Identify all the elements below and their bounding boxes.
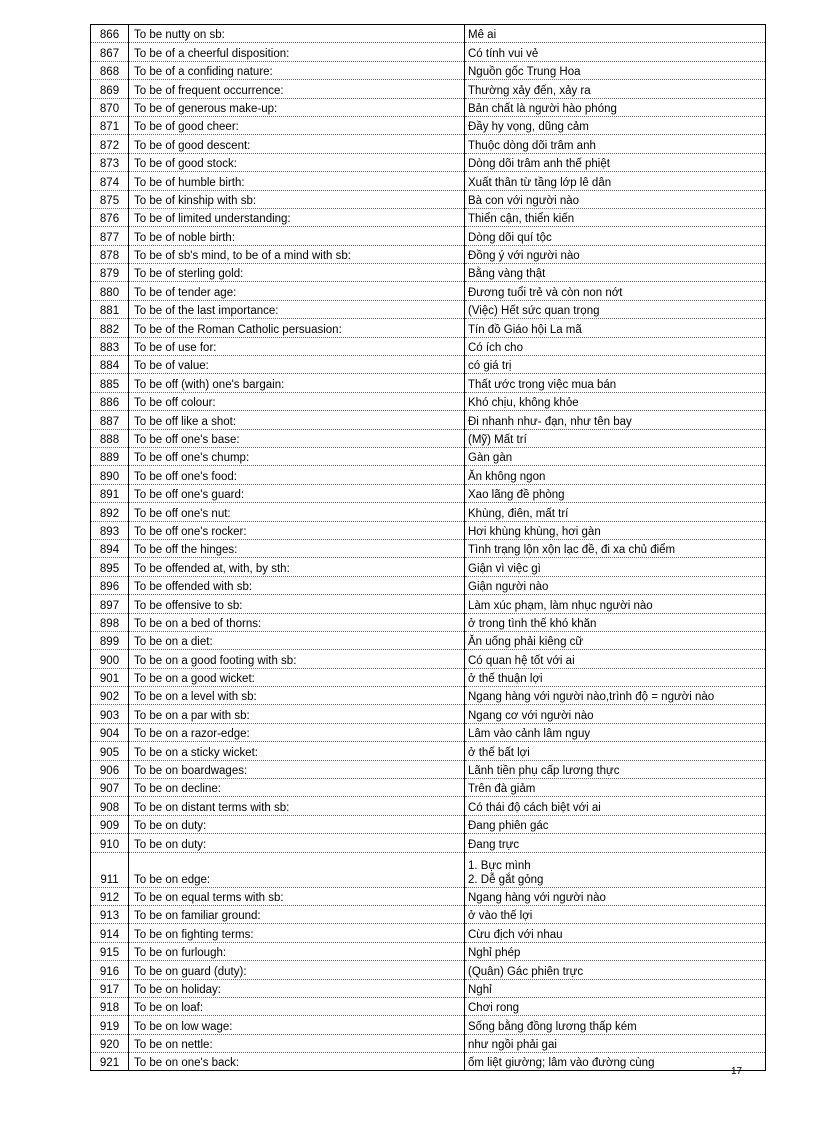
table-row — [91, 172, 766, 190]
entry-number: 899 — [91, 631, 129, 649]
vietnamese-meaning — [465, 356, 766, 374]
meaning-line: Nghỉ phép — [468, 947, 521, 960]
entry-number: 892 — [91, 503, 129, 521]
table-row — [91, 742, 766, 760]
vietnamese-meaning — [465, 650, 766, 668]
english-phrase: To be off like a shot: — [129, 411, 465, 429]
vietnamese-meaning — [465, 98, 766, 116]
table-row — [91, 613, 766, 631]
table-row — [91, 466, 766, 484]
english-phrase: To be offended with sb: — [129, 576, 465, 594]
english-phrase: To be on guard (duty): — [129, 961, 465, 979]
vietnamese-meaning — [465, 723, 766, 741]
english-phrase: To be off (with) one's bargain: — [129, 374, 465, 392]
meaning-line: Bà con với người nào — [468, 194, 580, 207]
vietnamese-meaning — [465, 705, 766, 723]
meaning-line: (Mỹ) Mất trí — [468, 433, 527, 446]
meaning-line: Nguồn gốc Trung Hoa — [468, 66, 581, 79]
table-row — [91, 447, 766, 465]
english-phrase: To be on low wage: — [129, 1016, 465, 1034]
table-row — [91, 374, 766, 392]
entry-number: 907 — [91, 779, 129, 797]
vietnamese-meaning — [465, 1053, 766, 1071]
meaning-line: Sống bằng đồng lương thấp kém — [468, 1020, 637, 1033]
vietnamese-meaning — [465, 942, 766, 960]
entry-number: 915 — [91, 942, 129, 960]
entry-number: 872 — [91, 135, 129, 153]
vietnamese-meaning — [465, 503, 766, 521]
english-phrase: To be off one's food: — [129, 466, 465, 484]
entry-number: 898 — [91, 613, 129, 631]
vietnamese-meaning — [465, 245, 766, 263]
entry-number: 891 — [91, 484, 129, 502]
meaning-line: ốm liệt giường; lâm vào đường cùng — [468, 1057, 655, 1070]
table-row — [91, 924, 766, 942]
english-phrase: To be on holiday: — [129, 979, 465, 997]
table-row — [91, 503, 766, 521]
english-phrase: To be on duty: — [129, 815, 465, 833]
meaning-line: Dòng dõi quí tộc — [468, 231, 552, 244]
meaning-line: ở thế thuận lợi — [468, 673, 543, 686]
entry-number: 914 — [91, 924, 129, 942]
vietnamese-meaning — [465, 61, 766, 79]
english-phrase: To be on decline: — [129, 779, 465, 797]
vietnamese-meaning — [465, 779, 766, 797]
table-row — [91, 687, 766, 705]
vietnamese-meaning — [465, 319, 766, 337]
vietnamese-meaning — [465, 521, 766, 539]
vietnamese-meaning — [465, 797, 766, 815]
vietnamese-meaning — [465, 25, 766, 43]
english-phrase: To be on boardwages: — [129, 760, 465, 778]
meaning-line: Dòng dõi trâm anh thế phiệt — [468, 158, 610, 171]
meaning-line: Giận người nào — [468, 581, 549, 594]
table-row — [91, 61, 766, 79]
meaning-line: Có quan hệ tốt với ai — [468, 654, 575, 667]
entry-number: 878 — [91, 245, 129, 263]
vietnamese-meaning — [465, 135, 766, 153]
english-phrase: To be on nettle: — [129, 1034, 465, 1052]
vietnamese-meaning — [465, 153, 766, 171]
meaning-line: ở trong tình thế khó khăn — [468, 617, 597, 630]
meaning-line: Thất ước trong việc mua bán — [468, 378, 617, 391]
english-phrase: To be on equal terms with sb: — [129, 887, 465, 905]
meaning-line: có giá trị — [468, 360, 512, 373]
entry-number: 896 — [91, 576, 129, 594]
vietnamese-meaning — [465, 172, 766, 190]
english-phrase: To be of good stock: — [129, 153, 465, 171]
meaning-line: Ngang hàng với người nào,trình độ = người nào — [468, 691, 715, 704]
entry-number: 918 — [91, 997, 129, 1015]
meaning-line: Chơi rong — [468, 1002, 520, 1015]
table-row — [91, 227, 766, 245]
english-phrase: To be of tender age: — [129, 282, 465, 300]
meaning-line: Khó chịu, không khỏe — [468, 397, 579, 410]
entry-number: 881 — [91, 300, 129, 318]
meaning-line: (Quân) Gác phiên trực — [468, 965, 584, 978]
table-row — [91, 558, 766, 576]
meaning-line: Cừu địch với nhau — [468, 928, 563, 941]
meaning-line: ở vào thế lợi — [468, 910, 533, 923]
vietnamese-meaning — [465, 668, 766, 686]
entry-number: 879 — [91, 264, 129, 282]
meaning-line: Xuất thân từ tầng lớp lê dân — [468, 176, 612, 189]
table-row — [91, 80, 766, 98]
vietnamese-meaning — [465, 997, 766, 1015]
vietnamese-meaning — [465, 80, 766, 98]
table-row — [91, 779, 766, 797]
vietnamese-meaning — [465, 190, 766, 208]
table-row — [91, 484, 766, 502]
vietnamese-meaning — [465, 447, 766, 465]
vietnamese-meaning — [465, 264, 766, 282]
meaning-line: Khùng, điên, mất trí — [468, 507, 569, 520]
meaning-line: Tình trạng lộn xộn lạc đề, đi xa chủ điểm — [468, 544, 676, 557]
meaning-line: Thiển cận, thiển kiến — [468, 213, 575, 226]
vietnamese-meaning — [465, 337, 766, 355]
entry-number: 920 — [91, 1034, 129, 1052]
meaning-line: Đồng ý với người nào — [468, 250, 580, 263]
meaning-line: Bằng vàng thật — [468, 268, 546, 281]
entry-number: 911 — [91, 852, 129, 887]
meaning-line: Có tính vui vẻ — [468, 47, 539, 60]
entry-number: 917 — [91, 979, 129, 997]
vietnamese-meaning — [465, 760, 766, 778]
english-phrase: To be off one's base: — [129, 429, 465, 447]
entry-number: 901 — [91, 668, 129, 686]
meaning-line: 1. Bực mình — [468, 859, 531, 872]
vietnamese-meaning — [465, 43, 766, 61]
english-phrase: To be on duty: — [129, 834, 465, 852]
table-row — [91, 98, 766, 116]
meaning-line: Có ích cho — [468, 342, 523, 355]
english-phrase: To be off one's rocker: — [129, 521, 465, 539]
meaning-line: Ngang cơ với người nào — [468, 709, 594, 722]
english-phrase: To be of the Roman Catholic persuasion: — [129, 319, 465, 337]
table-row — [91, 264, 766, 282]
entry-number: 877 — [91, 227, 129, 245]
vietnamese-meaning — [465, 979, 766, 997]
table-row — [91, 1016, 766, 1034]
entry-number: 889 — [91, 447, 129, 465]
table-row — [91, 595, 766, 613]
entry-number: 905 — [91, 742, 129, 760]
vocabulary-page — [90, 24, 765, 1071]
table-row — [91, 411, 766, 429]
table-row — [91, 25, 766, 43]
table-row — [91, 392, 766, 410]
english-phrase: To be off one's guard: — [129, 484, 465, 502]
english-phrase: To be off colour: — [129, 392, 465, 410]
meaning-line: (Việc) Hết sức quan trọng — [468, 305, 600, 318]
table-row — [91, 997, 766, 1015]
vietnamese-meaning — [465, 282, 766, 300]
english-phrase: To be on edge: — [129, 852, 465, 887]
table-row — [91, 979, 766, 997]
meaning-line: Đang trực — [468, 838, 520, 851]
meaning-line: Mê ai — [468, 29, 497, 42]
table-row — [91, 1053, 766, 1071]
table-row — [91, 521, 766, 539]
table-row — [91, 942, 766, 960]
entry-number: 868 — [91, 61, 129, 79]
meaning-line: Làm xúc phạm, làm nhục người nào — [468, 599, 653, 612]
english-phrase: To be on furlough: — [129, 942, 465, 960]
meaning-line: 2. Dễ gắt gỏng — [468, 873, 544, 886]
english-phrase: To be on familiar ground: — [129, 905, 465, 923]
vietnamese-meaning — [465, 300, 766, 318]
english-phrase: To be on distant terms with sb: — [129, 797, 465, 815]
meaning-line: Giận vì việc gì — [468, 562, 541, 575]
entry-number: 882 — [91, 319, 129, 337]
entry-number: 894 — [91, 539, 129, 557]
english-phrase: To be of good descent: — [129, 135, 465, 153]
meaning-line: Đang phiên gác — [468, 820, 549, 833]
entry-number: 886 — [91, 392, 129, 410]
english-phrase: To be of generous make-up: — [129, 98, 465, 116]
entry-number: 876 — [91, 208, 129, 226]
english-phrase: To be offended at, with, by sth: — [129, 558, 465, 576]
table-row — [91, 834, 766, 852]
vietnamese-meaning — [465, 887, 766, 905]
table-row — [91, 43, 766, 61]
entry-number: 913 — [91, 905, 129, 923]
table-row — [91, 337, 766, 355]
english-phrase: To be of a cheerful disposition: — [129, 43, 465, 61]
meaning-line: Bản chất là người hào phóng — [468, 102, 617, 115]
vocabulary-table-body — [91, 25, 766, 1071]
entry-number: 880 — [91, 282, 129, 300]
table-row — [91, 1034, 766, 1052]
meaning-line: như ngồi phải gai — [468, 1039, 557, 1052]
table-row — [91, 135, 766, 153]
english-phrase: To be off one's chump: — [129, 447, 465, 465]
vietnamese-meaning — [465, 742, 766, 760]
english-phrase: To be of good cheer: — [129, 116, 465, 134]
vietnamese-meaning — [465, 834, 766, 852]
table-row — [91, 760, 766, 778]
vietnamese-meaning — [465, 116, 766, 134]
english-phrase: To be on loaf: — [129, 997, 465, 1015]
english-phrase: To be on a good footing with sb: — [129, 650, 465, 668]
english-phrase: To be of the last importance: — [129, 300, 465, 318]
english-phrase: To be of sb's mind, to be of a mind with sb: — [129, 245, 465, 263]
entry-number: 895 — [91, 558, 129, 576]
table-row — [91, 282, 766, 300]
english-phrase: To be on fighting terms: — [129, 924, 465, 942]
table-row — [91, 852, 766, 887]
meaning-line: Ngang hàng với người nào — [468, 891, 606, 904]
english-phrase: To be of kinship with sb: — [129, 190, 465, 208]
vietnamese-meaning — [465, 815, 766, 833]
table-row — [91, 356, 766, 374]
meaning-line: Đầy hy vọng, dũng cảm — [468, 121, 589, 134]
vietnamese-meaning — [465, 961, 766, 979]
entry-number: 904 — [91, 723, 129, 741]
table-row — [91, 961, 766, 979]
vocabulary-table — [90, 24, 766, 1071]
english-phrase: To be of humble birth: — [129, 172, 465, 190]
entry-number: 870 — [91, 98, 129, 116]
meaning-line: Lâm vào cảnh lâm nguy — [468, 728, 591, 741]
table-row — [91, 887, 766, 905]
entry-number: 885 — [91, 374, 129, 392]
english-phrase: To be of use for: — [129, 337, 465, 355]
entry-number: 919 — [91, 1016, 129, 1034]
table-row — [91, 245, 766, 263]
page-number: 17 — [731, 1066, 743, 1077]
table-row — [91, 208, 766, 226]
entry-number: 906 — [91, 760, 129, 778]
english-phrase: To be off one's nut: — [129, 503, 465, 521]
english-phrase: To be of noble birth: — [129, 227, 465, 245]
meaning-line: Gàn gàn — [468, 452, 513, 465]
meaning-line: Lãnh tiền phụ cấp lương thực — [468, 765, 620, 778]
english-phrase: To be on a good wicket: — [129, 668, 465, 686]
vietnamese-meaning — [465, 227, 766, 245]
vietnamese-meaning — [465, 208, 766, 226]
table-row — [91, 668, 766, 686]
vietnamese-meaning — [465, 1016, 766, 1034]
meaning-line: Xao lãng đề phòng — [468, 489, 565, 502]
meaning-line: Ăn không ngon — [468, 470, 546, 483]
vietnamese-meaning — [465, 595, 766, 613]
vietnamese-meaning — [465, 905, 766, 923]
table-row — [91, 797, 766, 815]
entry-number: 909 — [91, 815, 129, 833]
table-row — [91, 905, 766, 923]
entry-number: 883 — [91, 337, 129, 355]
meaning-line: Thuộc dòng dõi trâm anh — [468, 139, 596, 152]
vietnamese-meaning — [465, 576, 766, 594]
english-phrase: To be nutty on sb: — [129, 25, 465, 43]
meaning-line: Trên đà giảm — [468, 783, 536, 796]
vietnamese-meaning — [465, 1034, 766, 1052]
meaning-line: ở thế bất lợi — [468, 746, 530, 759]
english-phrase: To be on a par with sb: — [129, 705, 465, 723]
english-phrase: To be off the hinges: — [129, 539, 465, 557]
english-phrase: To be on a bed of thorns: — [129, 613, 465, 631]
english-phrase: To be of a confiding nature: — [129, 61, 465, 79]
meaning-line: Đương tuổi trẻ và còn non nớt — [468, 286, 623, 299]
meaning-line: Thường xảy đến, xảy ra — [468, 84, 591, 97]
table-row — [91, 116, 766, 134]
entry-number: 884 — [91, 356, 129, 374]
meaning-line: Nghỉ — [468, 983, 492, 996]
entry-number: 866 — [91, 25, 129, 43]
vietnamese-meaning — [465, 687, 766, 705]
vietnamese-meaning — [465, 484, 766, 502]
english-phrase: To be on a level with sb: — [129, 687, 465, 705]
vietnamese-meaning — [465, 374, 766, 392]
entry-number: 916 — [91, 961, 129, 979]
entry-number: 912 — [91, 887, 129, 905]
table-row — [91, 300, 766, 318]
table-row — [91, 705, 766, 723]
table-row — [91, 539, 766, 557]
table-row — [91, 650, 766, 668]
vietnamese-meaning — [465, 429, 766, 447]
english-phrase: To be on a sticky wicket: — [129, 742, 465, 760]
meaning-line: Hơi khùng khùng, hơi gàn — [468, 525, 601, 538]
english-phrase: To be of frequent occurrence: — [129, 80, 465, 98]
english-phrase: To be on a razor-edge: — [129, 723, 465, 741]
entry-number: 900 — [91, 650, 129, 668]
entry-number: 890 — [91, 466, 129, 484]
table-row — [91, 631, 766, 649]
vietnamese-meaning — [465, 852, 766, 887]
english-phrase: To be of value: — [129, 356, 465, 374]
meaning-line: Đi nhanh như- đạn, như tên bay — [468, 415, 632, 428]
vietnamese-meaning — [465, 466, 766, 484]
table-row — [91, 190, 766, 208]
english-phrase: To be on one's back: — [129, 1053, 465, 1071]
table-row — [91, 319, 766, 337]
vietnamese-meaning — [465, 558, 766, 576]
vietnamese-meaning — [465, 411, 766, 429]
meaning-line: Ăn uống phải kiêng cữ — [468, 636, 584, 649]
entry-number: 902 — [91, 687, 129, 705]
table-row — [91, 815, 766, 833]
entry-number: 893 — [91, 521, 129, 539]
vietnamese-meaning — [465, 539, 766, 557]
entry-number: 897 — [91, 595, 129, 613]
vietnamese-meaning — [465, 631, 766, 649]
entry-number: 921 — [91, 1053, 129, 1071]
entry-number: 903 — [91, 705, 129, 723]
entry-number: 871 — [91, 116, 129, 134]
english-phrase: To be of sterling gold: — [129, 264, 465, 282]
entry-number: 908 — [91, 797, 129, 815]
entry-number: 869 — [91, 80, 129, 98]
table-row — [91, 153, 766, 171]
table-row — [91, 429, 766, 447]
entry-number: 874 — [91, 172, 129, 190]
english-phrase: To be offensive to sb: — [129, 595, 465, 613]
entry-number: 873 — [91, 153, 129, 171]
entry-number: 867 — [91, 43, 129, 61]
vietnamese-meaning — [465, 924, 766, 942]
entry-number: 875 — [91, 190, 129, 208]
meaning-line: Tín đồ Giáo hội La mã — [468, 323, 582, 336]
entry-number: 910 — [91, 834, 129, 852]
table-row — [91, 723, 766, 741]
english-phrase: To be on a diet: — [129, 631, 465, 649]
entry-number: 888 — [91, 429, 129, 447]
vietnamese-meaning — [465, 392, 766, 410]
vietnamese-meaning — [465, 613, 766, 631]
english-phrase: To be of limited understanding: — [129, 208, 465, 226]
entry-number: 887 — [91, 411, 129, 429]
table-row — [91, 576, 766, 594]
meaning-line: Có thái độ cách biệt với ai — [468, 801, 601, 814]
